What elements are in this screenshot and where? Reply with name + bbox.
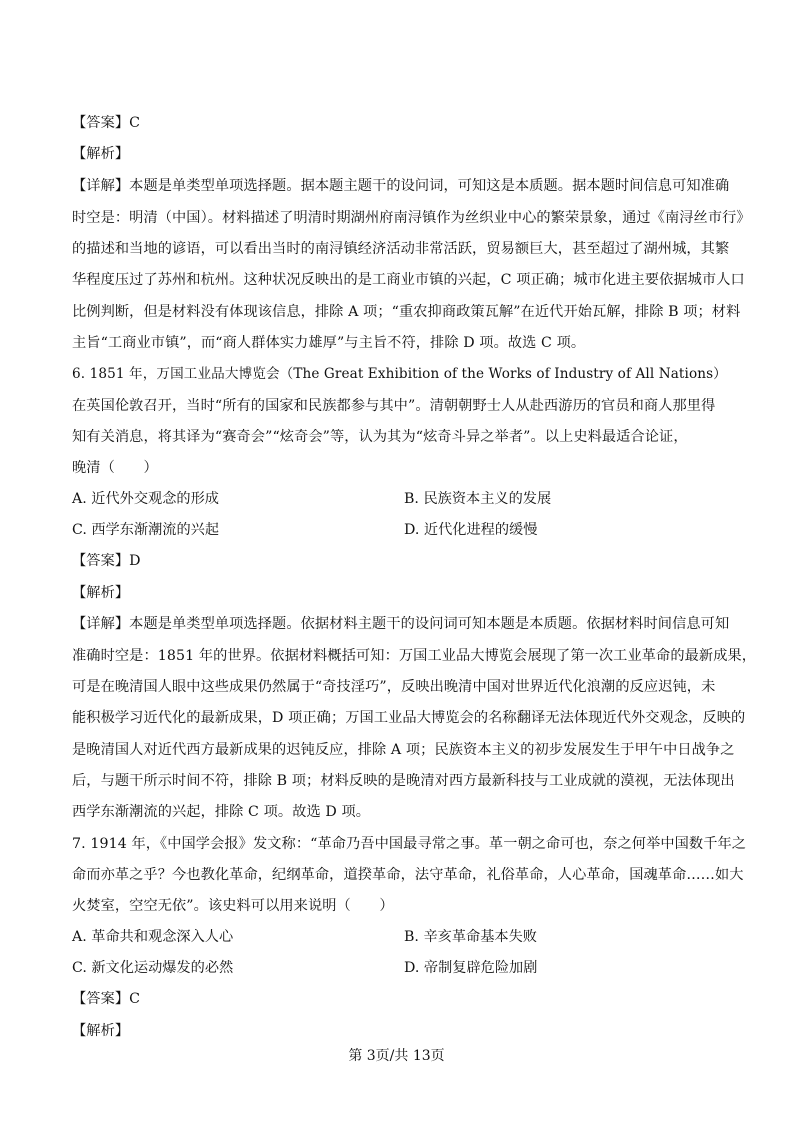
q6-stem-line-1: 6. 1851 年，万国工业品大博览会（The Great Exhibition of the Works of Industry of All Nations） bbox=[72, 366, 727, 382]
q7-stem-line-3: 火焚室，空空无依”。该史料可以用来说明（ ） bbox=[72, 898, 394, 914]
q7-option-c: C. 新文化运动爆发的必然 bbox=[72, 960, 234, 976]
q6-detail-line-4: 能积极学习近代化的最新成果，D 项正确；万国工业品大博览会的名称翻译无法体现近代外交观念，反映的 bbox=[72, 710, 746, 726]
q7-option-a: A. 革命共和观念深入人心 bbox=[72, 929, 234, 945]
q6-stem-line-2: 在英国伦敦召开，当时“所有的国家和民族都参与其中”。清朝朝野士人从赴西游历的官员和商人那里得 bbox=[72, 398, 716, 414]
page-number-footer: 第 3页/共 13页 bbox=[348, 1048, 445, 1064]
q5-detail-line-1: 【详解】本题是单类型单项选择题。据本题主题干的设问词，可知这是本质题。据本题时间信息可知准确 bbox=[72, 178, 730, 194]
q7-analysis-heading: 【解析】 bbox=[72, 1023, 130, 1039]
q5-detail-line-6: 主旨“工商业市镇”，而“商人群体实力雄厚”与主旨不符，排除 D 项。故选 C 项。 bbox=[72, 335, 586, 351]
q7-option-b: B. 辛亥革命基本失败 bbox=[404, 929, 537, 945]
q6-detail-line-7: 西学东渐潮流的兴起，排除 C 项。故选 D 项。 bbox=[72, 804, 371, 820]
q6-option-d: D. 近代化进程的缓慢 bbox=[404, 522, 538, 538]
q5-answer: 【答案】C bbox=[72, 115, 141, 131]
q5-detail-line-5: 比例判断，但是材料没有体现该信息，排除 A 项；“重农抑商政策瓦解”在近代开始瓦解，排除 B 项；材料 bbox=[72, 304, 741, 320]
q5-detail-line-2: 时空是：明清（中国）。材料描述了明清时期湖州府南浔镇作为丝织业中心的繁荣景象，通过《南浔丝市行》 bbox=[72, 210, 751, 226]
q6-option-a: A. 近代外交观念的形成 bbox=[72, 491, 219, 507]
q6-answer: 【答案】D bbox=[72, 553, 141, 569]
q6-detail-line-3: 可是在晚清国人眼中这些成果仍然属于“奇技淫巧”，反映出晚清中国对世界近代化浪潮的反应迟钝，未 bbox=[72, 679, 716, 695]
q7-stem-line-1: 7. 1914 年，《中国学会报》发文称：“革命乃吾中国最寻常之事。革一朝之命可也，奈之何举中国数千年之 bbox=[72, 836, 747, 852]
q5-detail-line-3: 的描述和当地的谚语，可以看出当时的南浔镇经济活动非常活跃，贸易额巨大，甚至超过了湖州城，其繁 bbox=[72, 241, 730, 257]
q6-option-b: B. 民族资本主义的发展 bbox=[404, 491, 552, 507]
q7-option-d: D. 帝制复辟危险加剧 bbox=[404, 960, 538, 976]
q7-answer: 【答案】C bbox=[72, 991, 141, 1007]
q6-stem-line-3: 知有关消息，将其译为“赛奇会”“炫奇会”等，认为其为“炫奇斗异之举者”。以上史料最适合论证， bbox=[72, 429, 688, 445]
q6-analysis-heading: 【解析】 bbox=[72, 585, 130, 601]
q5-detail-line-4: 华程度压过了苏州和杭州。这种状况反映出的是工商业市镇的兴起，C 项正确；城市化进主要依据城市人口 bbox=[72, 272, 745, 288]
q6-detail-line-1: 【详解】本题是单类型单项选择题。依据材料主题干的设问词可知本题是本质题。依据材料时间信息可知 bbox=[72, 616, 730, 632]
q6-detail-line-6: 后，与题干所示时间不符，排除 B 项；材料反映的是晚清对西方最新科技与工业成就的漠视，无法体现出 bbox=[72, 773, 735, 789]
q6-detail-line-5: 是晚清国人对近代西方最新成果的迟钝反应，排除 A 项；民族资本主义的初步发展发生于甲午中日战争之 bbox=[72, 742, 735, 758]
q6-option-c: C. 西学东渐潮流的兴起 bbox=[72, 522, 220, 538]
q6-stem-line-4: 晚清（ ） bbox=[72, 460, 158, 476]
q6-detail-line-2: 准确时空是：1851 年的世界。依据材料概括可知：万国工业品大博览会展现了第一次工业革命的最新成果， bbox=[72, 648, 757, 664]
q5-analysis-heading: 【解析】 bbox=[72, 146, 130, 162]
q7-stem-line-2: 命而亦革之乎？今也教化革命，纪纲革命，道揆革命，法守革命，礼俗革命，人心革命，国魂革命……如大 bbox=[72, 867, 744, 883]
